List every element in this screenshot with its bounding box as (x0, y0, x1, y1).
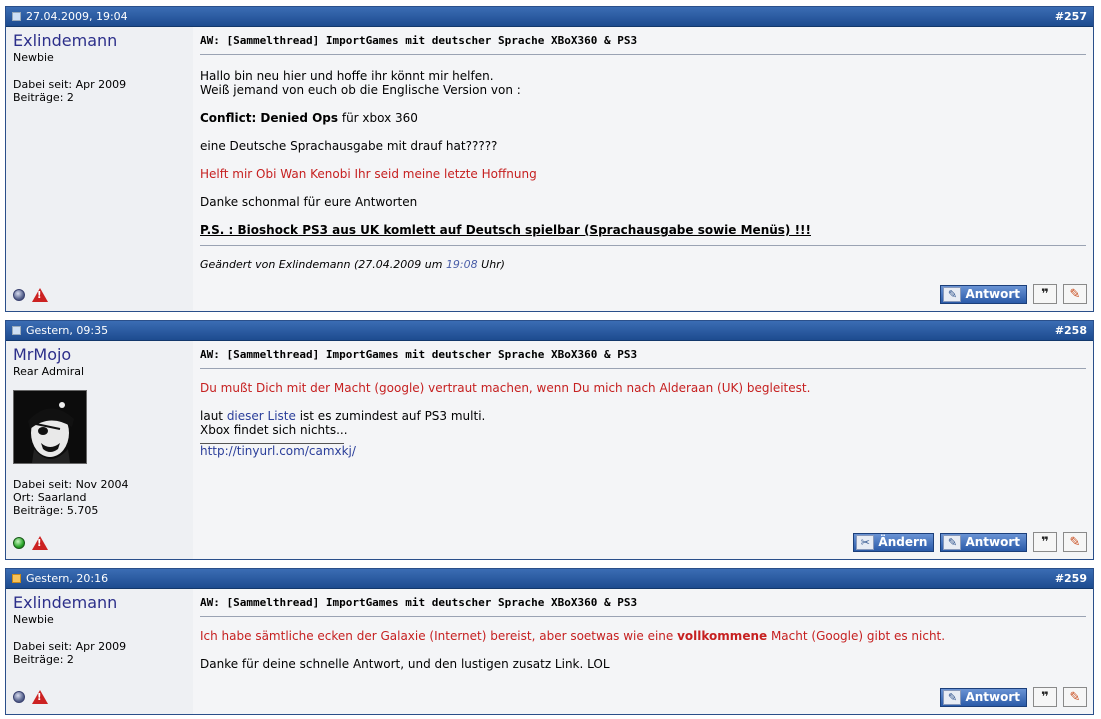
post-message (193, 27, 1093, 311)
msg-ps-line: P.S. : Bioshock PS3 aus UK komlett auf Deutsch spielbar (Sprachausgabe sowie Menüs) !!! (200, 223, 811, 237)
multiquote-button[interactable] (1063, 687, 1087, 707)
post-257 (5, 6, 1094, 312)
reply-label: Antwort (965, 535, 1020, 549)
username-link[interactable]: Exlindemann (13, 593, 118, 612)
edit-note-suffix: Uhr) (477, 258, 505, 271)
edit-time: 19:08 (445, 258, 478, 271)
post-title: AW: [Sammelthread] ImportGames mit deutscher Sprache XBoX360 & PS3 (200, 34, 1086, 55)
reply-icon: ✎ (943, 690, 961, 705)
post-header (6, 7, 1093, 27)
reply-button[interactable] (940, 285, 1027, 304)
quote-icon: ❞ (1041, 689, 1049, 705)
msg-red-line: Du mußt Dich mit der Macht (google) vertraut machen, wenn Du mich nach Alderaan (UK) begleitest. (200, 381, 811, 395)
post-header (6, 321, 1093, 341)
multiquote-icon: ✎ (1069, 689, 1081, 705)
multiquote-icon: ✎ (1069, 534, 1081, 550)
msg-line: ist es zumindest auf PS3 multi. (295, 409, 486, 423)
post-259 (5, 568, 1094, 715)
online-status-icon (13, 537, 25, 549)
user-title: Newbie (13, 613, 54, 626)
quote-button[interactable] (1033, 687, 1057, 707)
msg-red-bold: vollkommene (677, 629, 768, 643)
post-258 (5, 320, 1094, 560)
msg-line: Danke schonmal für eure Antworten (200, 195, 418, 209)
quote-icon: ❞ (1041, 286, 1049, 302)
post-header (6, 569, 1093, 589)
user-info-panel (6, 341, 193, 559)
post-number-link[interactable]: #259 (1054, 572, 1087, 585)
reply-button[interactable] (940, 688, 1027, 707)
user-info-panel (6, 27, 193, 311)
quote-button[interactable] (1033, 284, 1057, 304)
new-post-icon (12, 574, 21, 583)
list-link[interactable]: dieser Liste (226, 409, 296, 423)
user-info-panel (6, 589, 193, 714)
post-date: Gestern, 09:35 (26, 324, 109, 337)
multiquote-button[interactable] (1063, 284, 1087, 304)
post-message (193, 341, 1093, 559)
reply-icon: ✎ (943, 287, 961, 302)
msg-line: für xbox 360 (338, 111, 418, 125)
msg-red-line: Helft mir Obi Wan Kenobi Ihr seid meine letzte Hoffnung (200, 167, 537, 181)
post-date: 27.04.2009, 19:04 (26, 10, 128, 23)
msg-red-line: Macht (Google) gibt es nicht. (767, 629, 946, 643)
user-post-count: Beiträge: 5.705 (13, 504, 99, 517)
post-date: Gestern, 20:16 (26, 572, 109, 585)
edit-icon: ✂ (856, 535, 874, 550)
multiquote-button[interactable] (1063, 532, 1087, 552)
user-post-count: Beiträge: 2 (13, 91, 74, 104)
msg-line: Weiß jemand von euch ob die Englische Version von : (200, 83, 521, 97)
username-link[interactable]: Exlindemann (13, 31, 118, 50)
post-status-icon (12, 326, 21, 335)
offline-status-icon (13, 691, 25, 703)
avatar[interactable] (13, 390, 87, 464)
user-join-date: Dabei seit: Apr 2009 (13, 78, 127, 91)
user-location: Ort: Saarland (13, 491, 87, 504)
report-post-icon[interactable] (32, 690, 48, 704)
edit-button[interactable] (853, 533, 934, 552)
reply-label: Antwort (965, 690, 1020, 704)
reply-icon: ✎ (943, 535, 961, 550)
report-post-icon[interactable] (32, 288, 48, 302)
multiquote-icon: ✎ (1069, 286, 1081, 302)
post-status-icon (12, 12, 21, 21)
user-join-date: Dabei seit: Nov 2004 (13, 478, 129, 491)
offline-status-icon (13, 289, 25, 301)
user-post-count: Beiträge: 2 (13, 653, 74, 666)
msg-red-line: Ich habe sämtliche ecken der Galaxie (Internet) bereist, aber soetwas wie eine (200, 629, 678, 643)
username-link[interactable]: MrMojo (13, 345, 72, 364)
user-title: Newbie (13, 51, 54, 64)
post-message (193, 589, 1093, 714)
user-join-date: Dabei seit: Apr 2009 (13, 640, 127, 653)
quote-button[interactable] (1033, 532, 1057, 552)
avatar-image (14, 391, 86, 463)
msg-line: eine Deutsche Sprachausgabe mit drauf hat????? (200, 139, 498, 153)
reply-label: Antwort (965, 287, 1020, 301)
edit-note-text: Geändert von Exlindemann (27.04.2009 um (200, 258, 446, 271)
msg-line: laut (200, 409, 227, 423)
reply-button[interactable] (940, 533, 1027, 552)
report-post-icon[interactable] (32, 536, 48, 550)
post-title: AW: [Sammelthread] ImportGames mit deutscher Sprache XBoX360 & PS3 (200, 596, 1086, 617)
msg-line: Xbox findet sich nichts... (200, 423, 348, 437)
user-title: Rear Admiral (13, 365, 85, 378)
edit-label: Ändern (878, 535, 928, 549)
post-number-link[interactable]: #258 (1054, 324, 1087, 337)
msg-line: Danke für deine schnelle Antwort, und den lustigen zusatz Link. LOL (200, 657, 610, 671)
msg-line: Hallo bin neu hier und hoffe ihr könnt mir helfen. (200, 69, 494, 83)
game-title: Conflict: Denied Ops (200, 111, 339, 125)
signature-link[interactable]: http://tinyurl.com/camxkj/ (200, 444, 356, 458)
edit-note (200, 245, 1086, 271)
quote-icon: ❞ (1041, 534, 1049, 550)
post-number-link[interactable]: #257 (1054, 10, 1087, 23)
post-title: AW: [Sammelthread] ImportGames mit deutscher Sprache XBoX360 & PS3 (200, 348, 1086, 369)
